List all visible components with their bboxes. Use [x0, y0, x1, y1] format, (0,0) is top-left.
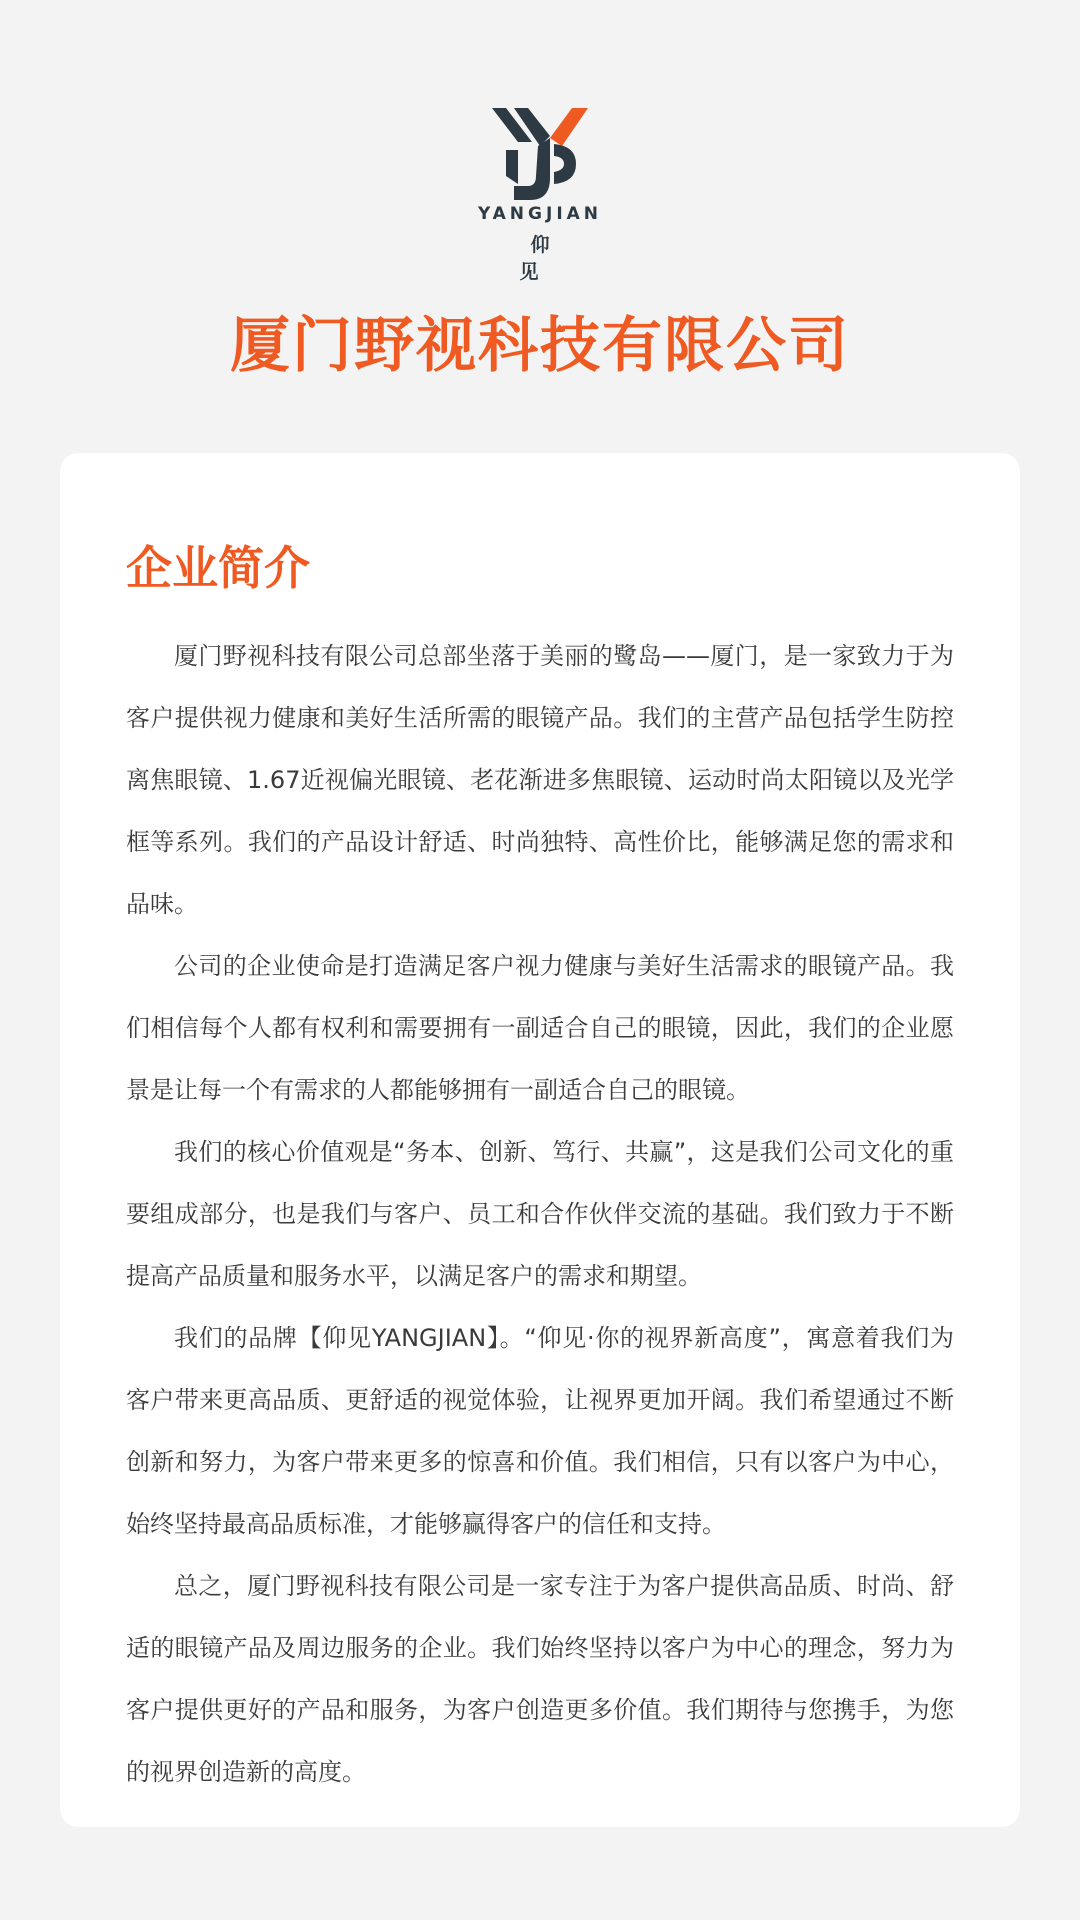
intro-paragraph-3: 我们的核心价值观是“务本、创新、笃行、共赢”，这是我们公司文化的重要组成部分，也是我们与客户、员工和合作伙伴交流的基础。我们致力于不断提高产品质量和服务水平，以满足客户的需求和期望。: [126, 1138, 954, 1290]
intro-paragraph-4: 我们的品牌【仰见YANGJIAN】。“仰见·你的视界新高度”，寓意着我们为客户带来更高品质、更舒适的视觉体验，让视界更加开阔。我们希望通过不断创新和努力，为客户带来更多的惊喜和价值。我们相信，只有以客户为中心，始终坚持最高品质标准，才能够赢得客户的信任和支持。: [126, 1324, 954, 1538]
intro-paragraph-5: 总之，厦门野视科技有限公司是一家专注于为客户提供高品质、时尚、舒适的眼镜产品及周边服务的企业。我们始终坚持以客户为中心的理念，努力为客户提供更好的产品和服务，为客户创造更多价值。我们期待与您携手，为您的视界创造新的高度。: [126, 1572, 954, 1786]
logo-wordmark-en: YANGJIAN: [477, 204, 603, 224]
intro-card: [60, 453, 1020, 1827]
intro-paragraph-1: 厦门野视科技有限公司总部坐落于美丽的鹭岛——厦门，是一家致力于为客户提供视力健康和美好生活所需的眼镜产品。我们的主营产品包括学生防控离焦眼镜、1.67近视偏光眼镜、老花渐进多焦眼镜、运动时尚太阳镜以及光学框等系列。我们的产品设计舒适、时尚独特、高性价比，能够满足您的需求和品味。: [126, 642, 954, 918]
yangjian-logo-icon: [492, 106, 588, 206]
logo-wordmark-cn: 仰 见: [519, 234, 572, 283]
section-title: 企业简介: [126, 541, 310, 595]
intro-content: [126, 625, 954, 1803]
company-name-title: 厦门野视科技有限公司: [230, 311, 850, 381]
intro-paragraph-2: 公司的企业使命是打造满足客户视力健康与美好生活需求的眼镜产品。我们相信每个人都有权利和需要拥有一副适合自己的眼镜，因此，我们的企业愿景是让每一个有需求的人都能够拥有一副适合自己的眼镜。: [126, 952, 954, 1104]
brand-logo: [474, 100, 606, 283]
